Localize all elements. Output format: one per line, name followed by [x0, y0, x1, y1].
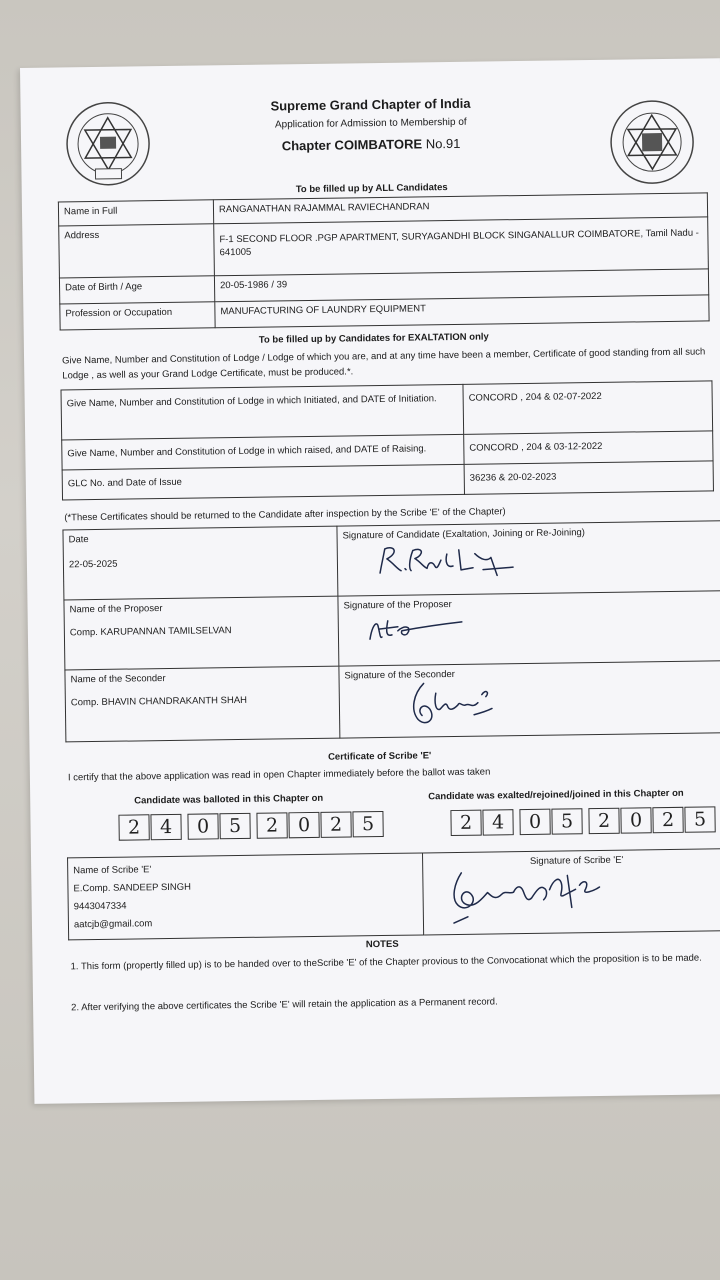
date-digit-box: 2	[118, 814, 149, 840]
scribe-name: E.Comp. SANDEEP SINGH	[73, 881, 192, 895]
seconder-label: Name of the Seconder	[70, 673, 166, 686]
document-title: Supreme Grand Chapter of India	[270, 95, 471, 114]
signatures-table	[62, 520, 720, 742]
field-value: RANGANATHAN RAJAMMAL RAVIECHANDRAN	[213, 193, 707, 224]
exalted-label: Candidate was exalted/rejoined/joined in this Chapter on	[428, 787, 684, 803]
date-digit-box: 2	[652, 807, 683, 833]
date-digit-box: 5	[684, 806, 715, 832]
seconder-signature-icon	[396, 678, 517, 732]
proposer-cell	[64, 596, 339, 670]
chapter-prefix: Chapter	[281, 137, 331, 154]
exaltation-instruction: Give Name, Number and Constitution of Lodge / Lodge of which you are, and at any time have been a member, Certificate of good standing from all such Lodge , as well as your Grand Lodge Certificate, must be produced.*.	[62, 346, 706, 382]
date-value: 22-05-2025	[68, 558, 118, 571]
date-digit-box: 4	[482, 809, 513, 835]
field-label: GLC No. and Date of Issue	[62, 464, 464, 500]
date-digit-box: 5	[219, 813, 250, 839]
field-value: 36236 & 20-02-2023	[464, 461, 713, 494]
date-digit-box: 0	[288, 812, 319, 838]
note-item: 2. After verifying the above certificates the Scribe 'E' will retain the application as a Permanent record.	[71, 996, 498, 1014]
proposer-signature-icon	[362, 610, 482, 646]
date-digit-box: 2	[588, 808, 619, 834]
scribe-name-label: Name of Scribe 'E'	[73, 864, 152, 877]
scribe-table	[67, 848, 720, 940]
table-row	[61, 381, 713, 440]
field-value: CONCORD , 204 & 03-12-2022	[464, 431, 713, 464]
scribe-phone: 9443047334	[73, 900, 127, 913]
date-digit-box: 0	[620, 807, 651, 833]
balloted-label: Candidate was balloted in this Chapter on	[134, 792, 324, 807]
table-row	[59, 217, 709, 278]
field-value: F-1 SECOND FLOOR .PGP APARTMENT, SURYAGANDHI BLOCK SINGANALLUR COIMBATORE, Tamil Nadu - 641005	[214, 217, 709, 276]
proposer-label: Name of the Proposer	[69, 603, 163, 616]
document-subtitle: Application for Admission to Membership of	[274, 116, 467, 131]
date-digit-box: 0	[519, 809, 550, 835]
exaltation-caption: To be filled up by Candidates for EXALTATION only	[258, 331, 489, 346]
date-digit-box: 2	[320, 811, 351, 837]
field-label: Name in Full	[58, 200, 213, 226]
date-digit-box: 0	[187, 813, 218, 839]
candidate-signature-icon	[363, 539, 534, 581]
date-cell	[63, 526, 338, 600]
all-candidates-caption: To be filled up by ALL Candidates	[295, 182, 448, 196]
proposer-signature-cell	[338, 591, 720, 666]
table-row	[64, 591, 720, 670]
proposer-signature-label: Signature of the Proposer	[343, 599, 452, 612]
field-label: Give Name, Number and Constitution of Lodge in which Initiated, and DATE of Initiation.	[61, 384, 464, 440]
scribe-signature-icon	[443, 865, 614, 929]
field-label: Date of Birth / Age	[59, 276, 214, 304]
date-digit-box: 2	[450, 810, 481, 836]
table-row	[65, 661, 720, 742]
date-digit-box: 2	[256, 812, 287, 838]
date-digit-box: 5	[551, 808, 582, 834]
date-digit-box: 5	[352, 811, 383, 837]
date-label: Date	[68, 534, 89, 546]
seconder-signature-label: Signature of the Seconder	[344, 668, 455, 682]
scribe-signature-label: Signature of Scribe 'E'	[529, 854, 624, 867]
proposer-name: Comp. KARUPANNAN TAMILSELVAN	[69, 625, 232, 639]
chapter-number: No.91	[425, 135, 461, 152]
field-label: Profession or Occupation	[60, 302, 215, 330]
seconder-cell	[65, 666, 340, 742]
note-item: 1. This form (propertly filled up) is to be handed over to theScribe 'E' of the Chapter provious to the Convocationat which the proposition is to be made.	[70, 952, 702, 973]
exalted-date-boxes	[450, 806, 716, 836]
scribe-email: aatcjb@gmail.com	[73, 918, 153, 931]
field-value: CONCORD , 204 & 02-07-2022	[463, 381, 713, 434]
scribe-details-cell	[68, 853, 424, 940]
candidate-signature-cell	[337, 521, 720, 596]
date-digit-box: 4	[150, 814, 181, 840]
seconder-name: Comp. BHAVIN CHANDRAKANTH SHAH	[70, 694, 248, 709]
seconder-signature-cell	[339, 661, 720, 738]
field-label: Address	[59, 224, 215, 278]
candidate-signature-label: Signature of Candidate (Exaltation, Joining or Re-Joining)	[342, 527, 586, 542]
certificate-statement: I certify that the above application was read in open Chapter immediately before the ballot was taken	[67, 766, 491, 784]
field-label: Give Name, Number and Constitution of Lodge in which raised, and DATE of Raising.	[62, 434, 464, 470]
chapter-name: COIMBATORE	[334, 136, 423, 153]
balloted-date-boxes	[118, 811, 384, 841]
all-candidates-table	[58, 192, 710, 330]
certificate-title: Certificate of Scribe 'E'	[327, 750, 432, 763]
application-form-page	[20, 58, 720, 1104]
certificates-footnote: (*These Certificates should be returned to the Candidate after inspection by the Scribe 'E' of the Chapter)	[64, 506, 506, 524]
field-value: 20-05-1986 / 39	[214, 269, 708, 302]
scribe-signature-cell	[422, 849, 720, 935]
notes-title: NOTES	[365, 938, 399, 951]
table-row	[68, 849, 720, 940]
exaltation-table	[60, 380, 713, 500]
field-value: MANUFACTURING OF LAUNDRY EQUIPMENT	[215, 295, 709, 328]
table-row	[63, 521, 720, 600]
